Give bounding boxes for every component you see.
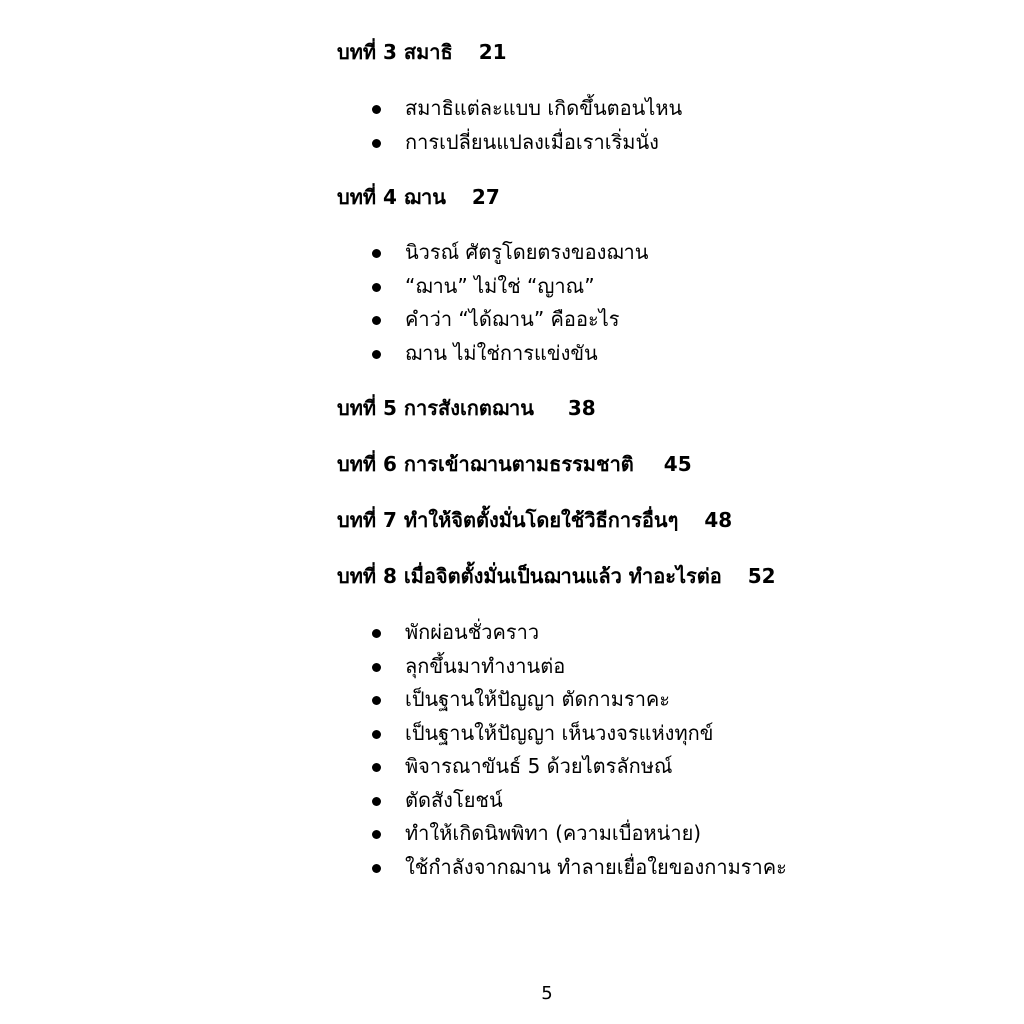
list-item-text: สมาธิแต่ละแบบ เกิดขึ้นตอนไหน <box>405 96 683 120</box>
bullet-icon <box>372 663 381 672</box>
bullet-icon <box>372 139 381 148</box>
chapter-7-title: บทที่ 7 ทำให้จิตตั้งมั่นโดยใช้วิธีการอื่นๆ <box>337 508 679 532</box>
chapter-4-heading <box>337 181 997 213</box>
list-item-text: เป็นฐานให้ปัญญา เห็นวงจรแห่งทุกข์ <box>405 720 714 745</box>
list-item <box>337 784 997 818</box>
list-item <box>337 303 997 337</box>
chapter-7-heading <box>337 504 997 536</box>
bullet-icon <box>372 249 381 258</box>
bullet-icon <box>372 864 381 873</box>
chapter-4-title: บทที่ 4 ฌาน <box>337 185 446 209</box>
chapter-8-page: 52 <box>747 564 776 588</box>
chapter-6-page: 45 <box>663 452 692 476</box>
table-of-contents <box>337 36 997 884</box>
chapter-3-heading <box>337 36 997 68</box>
chapter-3-items <box>337 92 997 159</box>
chapter-6-title: บทที่ 6 การเข้าฌานตามธรรมชาติ <box>337 452 634 476</box>
list-item-text: ใช้กำลังจากฌาน ทำลายเยื่อใยของกามราคะ <box>405 854 787 879</box>
list-item-text: นิวรณ์ ศัตรูโดยตรงของฌาน <box>405 240 649 264</box>
list-item <box>337 92 997 126</box>
list-item-text: ตัดสังโยชน์ <box>405 787 503 812</box>
chapter-5-page: 38 <box>567 396 596 420</box>
list-item <box>337 337 997 371</box>
list-item-text: พิจารณาขันธ์ 5 ด้วยไตรลักษณ์ <box>405 754 673 778</box>
bullet-icon <box>372 797 381 806</box>
chapter-5-title: บทที่ 5 การสังเกตฌาน <box>337 396 534 420</box>
chapter-4-page: 27 <box>471 185 500 209</box>
chapter-6-heading <box>337 448 997 480</box>
list-item <box>337 851 997 885</box>
bullet-icon <box>372 730 381 739</box>
list-item <box>337 126 997 160</box>
chapter-3-page: 21 <box>478 40 507 64</box>
chapter-8-title: บทที่ 8 เมื่อจิตตั้งมั่นเป็นฌานแล้ว ทำอะไรต่อ <box>337 564 722 588</box>
bullet-icon <box>372 696 381 705</box>
list-item <box>337 750 997 784</box>
list-item <box>337 650 997 684</box>
bullet-icon <box>372 316 381 325</box>
bullet-icon <box>372 105 381 114</box>
list-item <box>337 236 997 270</box>
list-item <box>337 683 997 717</box>
bullet-icon <box>372 283 381 292</box>
chapter-5-heading <box>337 392 997 424</box>
list-item-text: เป็นฐานให้ปัญญา ตัดกามราคะ <box>405 687 671 711</box>
list-item-text: “ฌาน” ไม่ใช่ “ญาณ” <box>405 273 595 298</box>
chapter-8-items <box>337 616 997 884</box>
list-item <box>337 717 997 751</box>
chapter-3-title: บทที่ 3 สมาธิ <box>337 40 453 64</box>
list-item-text: พักผ่อนชั่วคราว <box>405 620 540 644</box>
chapter-4-items <box>337 236 997 370</box>
page-number: 5 <box>541 983 553 1004</box>
list-item-text: การเปลี่ยนแปลงเมื่อเราเริ่มนั่ง <box>405 129 659 154</box>
list-item-text: ฌาน ไม่ใช่การแข่งขัน <box>405 340 598 365</box>
list-item-text: ลุกขึ้นมาทำงานต่อ <box>405 653 566 678</box>
list-item <box>337 270 997 304</box>
list-item <box>337 616 997 650</box>
list-item-text: ทำให้เกิดนิพพิทา (ความเบื่อหน่าย) <box>405 821 702 845</box>
chapter-7-page: 48 <box>704 508 733 532</box>
list-item <box>337 817 997 851</box>
chapter-8-heading <box>337 560 997 592</box>
bullet-icon <box>372 350 381 359</box>
bullet-icon <box>372 830 381 839</box>
bullet-icon <box>372 629 381 638</box>
bullet-icon <box>372 763 381 772</box>
list-item-text: คำว่า “ได้ฌาน” คืออะไร <box>405 307 620 331</box>
